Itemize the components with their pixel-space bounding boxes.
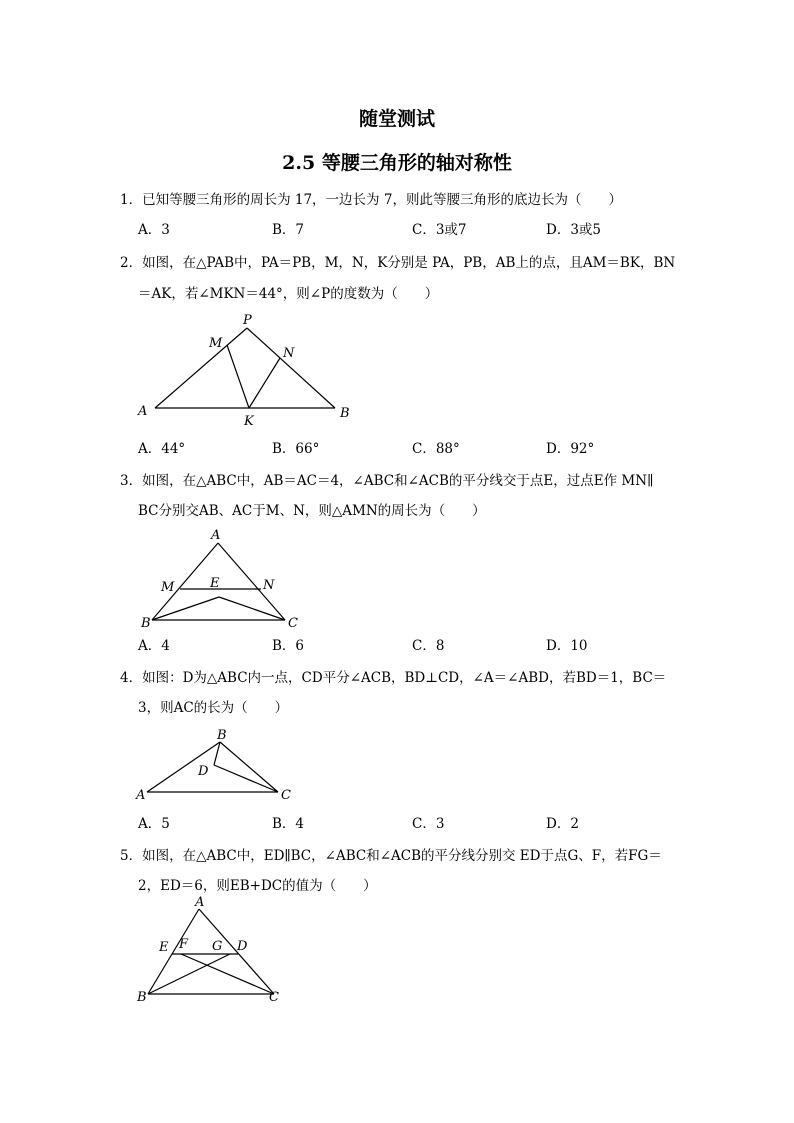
segment-cf bbox=[181, 954, 274, 994]
question-2-options bbox=[138, 440, 698, 458]
option-a: A．5 bbox=[138, 816, 170, 832]
label-c: C bbox=[281, 788, 291, 803]
question-3-text-line-2: BC分别交AB、AC于M、N，则△AMN的周长为（ ） bbox=[138, 503, 486, 519]
question-4-options bbox=[138, 815, 698, 833]
label-k: K bbox=[244, 414, 254, 429]
question-4-figure bbox=[135, 725, 305, 805]
question-2-text-line-2: ＝AK，若∠MKN＝44°，则∠P的度数为（ ） bbox=[138, 286, 439, 302]
segment-pb bbox=[247, 328, 335, 408]
label-a: A bbox=[136, 788, 146, 803]
option-a: A．3 bbox=[138, 222, 170, 238]
label-m: M bbox=[209, 336, 223, 351]
label-d: D bbox=[237, 939, 248, 954]
label-p: P bbox=[243, 313, 252, 328]
option-d: D．3或5 bbox=[546, 222, 602, 238]
option-b: B．66° bbox=[272, 441, 320, 457]
option-d: D．2 bbox=[546, 816, 579, 832]
question-1-options bbox=[138, 221, 698, 239]
option-a: A．4 bbox=[138, 638, 170, 654]
label-n: N bbox=[263, 578, 275, 593]
label-g: G bbox=[212, 939, 223, 954]
option-c: C．3或7 bbox=[412, 222, 467, 238]
label-a: A bbox=[138, 404, 148, 419]
segment-ap bbox=[155, 328, 247, 408]
segment-dc bbox=[214, 765, 278, 792]
question-4-text-line-1: 4．如图：D为△ABC内一点，CD平分∠ACB，BD⊥CD，∠A＝∠ABD，若BD＝1，BC＝ bbox=[120, 670, 667, 686]
label-b: B bbox=[141, 616, 151, 631]
segment-kn bbox=[249, 358, 280, 408]
label-b: B bbox=[340, 406, 350, 421]
question-1-text: 1．已知等腰三角形的周长为 17，一边长为 7，则此等腰三角形的底边长为（ ） bbox=[120, 192, 622, 208]
label-e: E bbox=[210, 576, 220, 591]
question-3-figure bbox=[135, 525, 315, 630]
question-5-text-line-1: 5．如图，在△ABC中，ED∥BC，∠ABC和∠ACB的平分线分别交 ED于点G、F，若FG＝ bbox=[120, 848, 662, 864]
option-b: B．7 bbox=[272, 222, 305, 238]
option-d: D．92° bbox=[546, 441, 595, 457]
label-c: C bbox=[288, 616, 298, 631]
label-e: E bbox=[159, 940, 169, 955]
segment-bc bbox=[220, 742, 278, 792]
section-subtitle: 2.5 等腰三角形的轴对称性 bbox=[282, 152, 512, 174]
label-m: M bbox=[161, 580, 175, 595]
label-f: F bbox=[179, 937, 189, 952]
label-b: B bbox=[217, 728, 227, 743]
option-d: D．10 bbox=[546, 638, 588, 654]
label-n: N bbox=[283, 346, 295, 361]
question-2-text-line-1: 2．如图，在△PAB中，PA＝PB，M，N，K分别是 PA，PB，AB上的点，且AM＝BK，BN bbox=[120, 255, 676, 271]
question-5-figure bbox=[135, 895, 295, 1005]
page-title: 随堂测试 bbox=[358, 108, 435, 130]
option-b: B．6 bbox=[272, 638, 305, 654]
question-4-text-line-2: 3，则AC的长为（ ） bbox=[138, 700, 289, 716]
option-c: C．3 bbox=[412, 816, 445, 832]
segment-ab bbox=[147, 742, 220, 792]
question-5-text-line-2: 2，ED＝6，则EB+DC的值为（ ） bbox=[138, 878, 377, 894]
label-b: B bbox=[137, 990, 147, 1005]
label-a: A bbox=[195, 895, 205, 910]
option-c: C．8 bbox=[412, 638, 445, 654]
option-a: A．44° bbox=[138, 441, 186, 457]
question-3-text-line-1: 3．如图，在△ABC中，AB＝AC＝4，∠ABC和∠ACB的平分线交于点E，过点E作 MN∥ bbox=[120, 473, 654, 489]
segment-mk bbox=[227, 345, 249, 408]
label-a: A bbox=[211, 528, 221, 543]
label-d: D bbox=[198, 764, 209, 779]
question-2-figure bbox=[130, 305, 360, 430]
question-3-options bbox=[138, 637, 698, 655]
option-c: C．88° bbox=[412, 441, 460, 457]
label-c: C bbox=[269, 990, 279, 1005]
option-b: B．4 bbox=[272, 816, 305, 832]
